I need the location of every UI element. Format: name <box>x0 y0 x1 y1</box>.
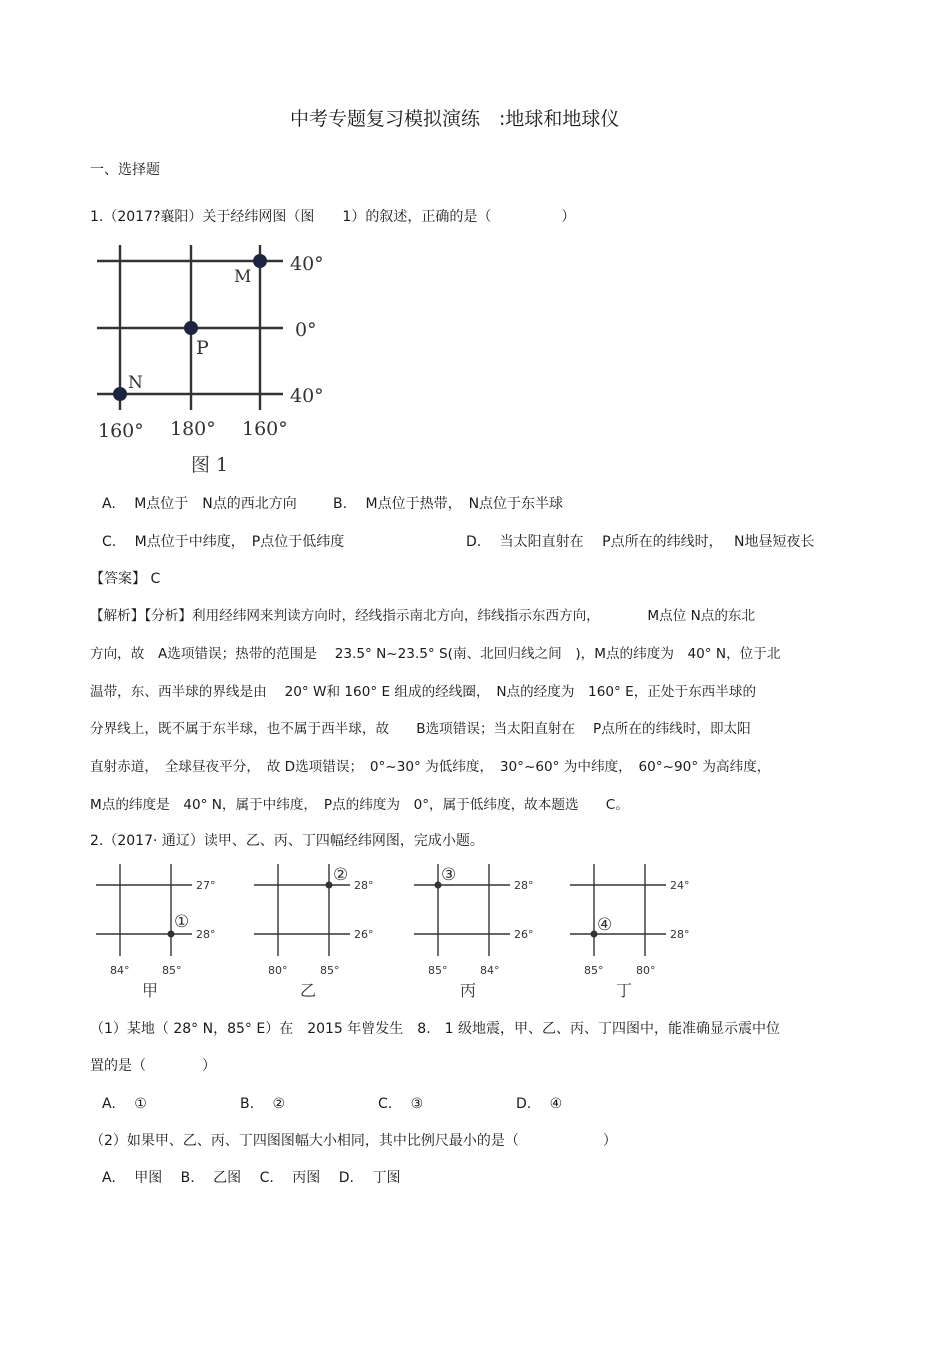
grid-jia-name: 甲 <box>142 981 159 1000</box>
grid-ding <box>566 860 706 1000</box>
q2-sub1-stem-line1: （1）某地（ 28° N，85° E）在 2015 年曾发生 8. 1 级地震，甲、乙、丙、丁四图中，能准确显示震中位 <box>90 1021 780 1037</box>
q2-sub1-stem-line2: 置的是（ ） <box>90 1058 216 1074</box>
grid-yi-point <box>326 882 333 889</box>
grid-ding-bottom-label: 28° <box>670 928 690 941</box>
grid-ding-left-label: 85° <box>584 964 604 977</box>
grid-jia-bottom-label: 28° <box>196 928 216 941</box>
grid-ding-right-label: 80° <box>636 964 656 977</box>
point-m-label: M <box>234 267 252 287</box>
q1-answer: 【答案】 C <box>90 571 161 587</box>
q1-option-a: A. M点位于 N点的西北方向 <box>102 496 297 512</box>
grid-bing-bottom-label: 26° <box>514 928 534 941</box>
grid-bing-mark: ③ <box>441 865 457 885</box>
grid-yi-mark: ② <box>333 865 349 885</box>
point-m <box>253 254 267 268</box>
lon-label-middle: 180° <box>170 418 216 440</box>
q2-sub1-option-a: A. ① <box>102 1096 147 1112</box>
grid-jia-top-label: 27° <box>196 879 216 892</box>
q1-option-d: D. 当太阳直射在 P点所在的纬线时， N地昼短夜长 <box>466 534 815 550</box>
q1-analysis-line-2: 方向，故 A选项错误；热带的范围是 23.5° N~23.5° S(南、北回归线之间 )，M点的纬度为 40° N，位于北 <box>90 646 781 662</box>
grid-bing-name: 丙 <box>460 981 477 1000</box>
lat-label-bottom: 40° <box>290 385 324 407</box>
q2-sub1-option-c: C. ③ <box>378 1096 424 1112</box>
point-p-label: P <box>196 337 209 359</box>
grid-ding-name: 丁 <box>616 981 633 1000</box>
grid-yi-top-label: 28° <box>354 879 374 892</box>
q2-sub2-options: A. 甲图 B. 乙图 C. 丙图 D. 丁图 <box>102 1170 401 1186</box>
grid-bing-left-label: 85° <box>428 964 448 977</box>
grid-ding-mark: ④ <box>597 915 613 935</box>
q1-analysis-line-4: 分界线上，既不属于东半球，也不属于西半球，故 B选项错误；当太阳直射在 P点所在的纬线时，即太阳 <box>90 721 751 737</box>
figure-1-caption: 图 1 <box>191 454 229 476</box>
grid-yi <box>250 860 390 1000</box>
grid-jia-mark: ① <box>174 912 190 932</box>
question-2-stem: 2.（2017· 通辽）读甲、乙、丙、丁四幅经纬网图，完成小题。 <box>90 833 484 849</box>
q1-analysis-line-6: M点的纬度是 40° N，属于中纬度， P点的纬度为 0°，属于低纬度，故本题选 C。 <box>90 797 629 813</box>
q1-option-b: B. M点位于热带， N点位于东半球 <box>333 496 564 512</box>
grid-yi-left-label: 80° <box>268 964 288 977</box>
grid-ding-top-label: 24° <box>670 879 690 892</box>
lon-label-right: 160° <box>242 418 288 440</box>
q1-analysis-line-3: 温带，东、西半球的界线是由 20° W和 160° E 组成的经线圈， N点的经度为 160° E，正处于东西半球的 <box>90 684 757 700</box>
section-heading: 一、选择题 <box>90 162 160 178</box>
grid-yi-right-label: 85° <box>320 964 340 977</box>
grid-yi-name: 乙 <box>300 981 317 1000</box>
q2-sub2-stem: （2）如果甲、乙、丙、丁四图图幅大小相同，其中比例尺最小的是（ ） <box>90 1133 617 1149</box>
q2-sub1-option-b: B. ② <box>240 1096 286 1112</box>
grid-yi-bottom-label: 26° <box>354 928 374 941</box>
grid-jia <box>92 860 232 1000</box>
lat-label-middle: 0° <box>295 319 317 341</box>
grid-bing-right-label: 84° <box>480 964 500 977</box>
grid-jia-left-label: 84° <box>110 964 130 977</box>
question-1-stem: 1.（2017?襄阳）关于经纬网图（图 1）的叙述，正确的是（ ） <box>90 209 576 225</box>
figure-1-grid <box>90 240 350 480</box>
lat-label-top: 40° <box>290 253 324 275</box>
point-n-label: N <box>128 373 143 393</box>
lon-label-left: 160° <box>98 420 144 442</box>
q1-analysis-line-1: 【解析】【分析】利用经纬网来判读方向时，经线指示南北方向，纬线指示东西方向， M点位 N点的东北 <box>90 608 756 624</box>
grid-jia-right-label: 85° <box>162 964 182 977</box>
point-n <box>113 387 127 401</box>
grid-bing-top-label: 28° <box>514 879 534 892</box>
document-title: 中考专题复习模拟演练 :地球和地球仪 <box>290 108 620 130</box>
q1-option-c: C. M点位于中纬度， P点位于低纬度 <box>102 534 345 550</box>
grid-bing <box>410 860 550 1000</box>
point-p <box>184 321 198 335</box>
q2-sub1-option-d: D. ④ <box>516 1096 563 1112</box>
q1-analysis-line-5: 直射赤道， 全球昼夜平分， 故 D选项错误； 0°~30° 为低纬度， 30°~60° 为中纬度， 60°~90° 为高纬度， <box>90 759 771 775</box>
